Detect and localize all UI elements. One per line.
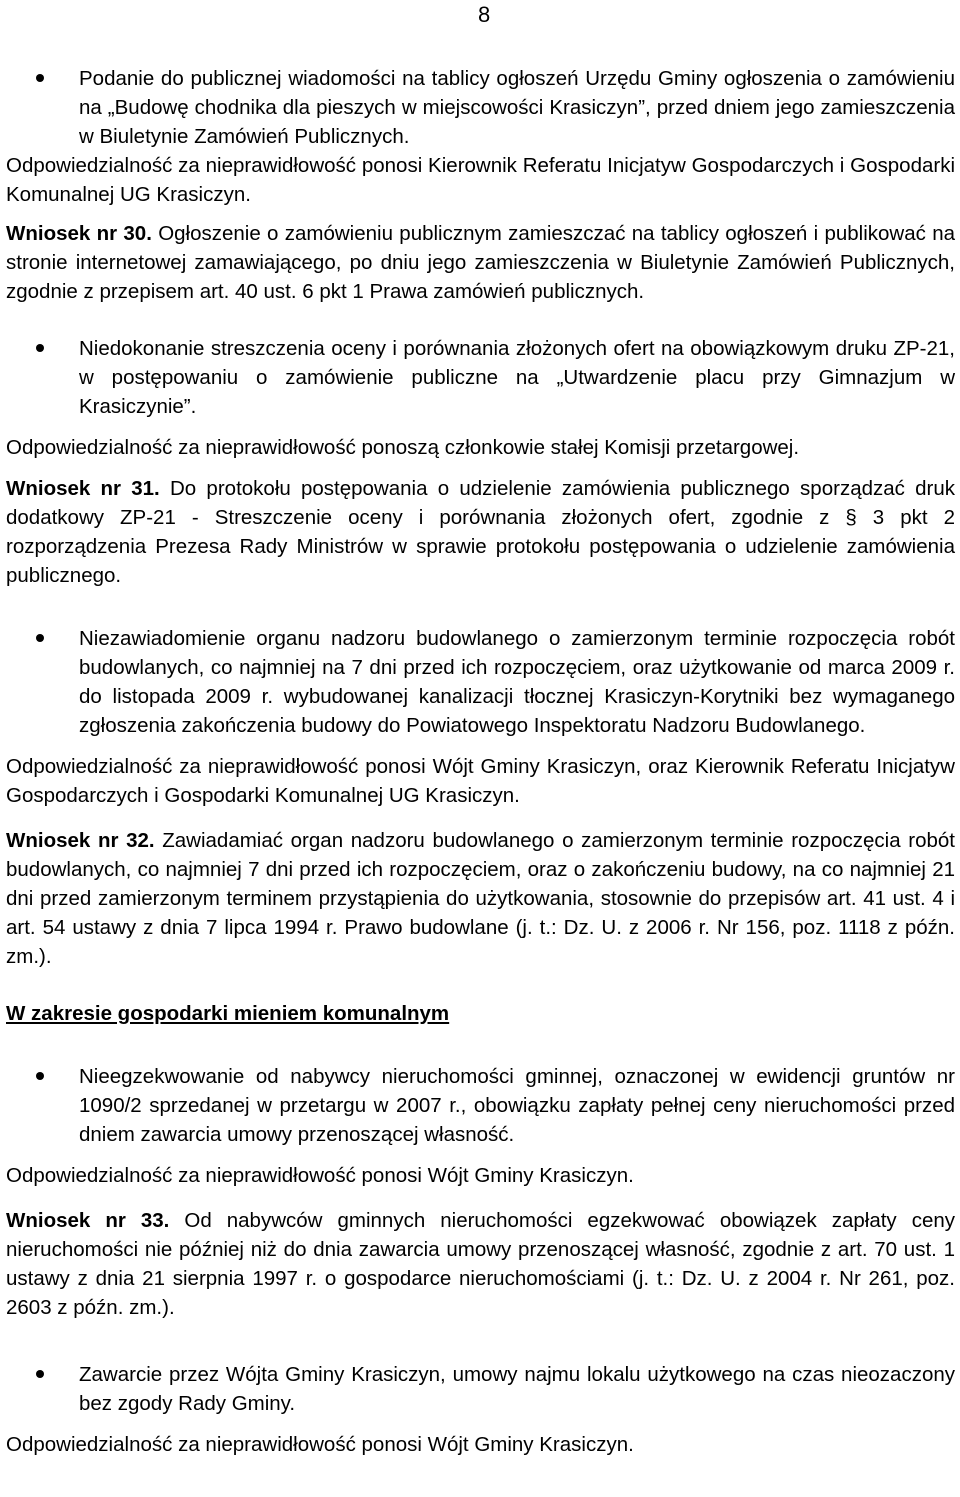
finding-item <box>6 334 955 421</box>
finding-text: Nieegzekwowanie od nabywcy nieruchomości gminnej, oznaczonej w ewidencji gruntów nr 1090/2 sprzedanej w przetargu w 2007 r., obowiązku zapłaty pełnej ceny nieruchomości przed dniem zawarcia umowy przenoszącej własność. <box>79 1065 955 1146</box>
finding-text: Niezawiadomienie organu nadzoru budowlanego o zamierzonym terminie rozpoczęcia robót budowlanych, co najmniej na 7 dni przed ich rozpoczęciem, oraz użytkowanie od marca 2009 r. do listopada 2009 r. wybudowanej kanalizacji tłocznej Krasiczyn-Korytniki bez wymaganego zgłoszenia zakończenia budowy do Powiatowego Inspektoratu Nadzoru Budowlanego. <box>79 627 955 737</box>
document-body <box>6 64 955 1459</box>
responsibility-text: Odpowiedzialność za nieprawidłowość ponosi Wójt Gminy Krasiczyn, oraz Kierownik Referatu Inicjatyw Gospodarczych i Gospodarki Komunalnej UG Krasiczyn. <box>6 755 955 807</box>
finding-text: Niedokonanie streszczenia oceny i porównania złożonych ofert na obowiązkowym druku ZP-21, w postępowaniu o zamówienie publiczne na „Utwardzenie placu przy Gimnazjum w Krasiczynie”. <box>79 337 955 418</box>
recommendation-label: Wniosek nr 31. <box>6 477 160 500</box>
responsibility-text: Odpowiedzialność za nieprawidłowość ponosi Wójt Gminy Krasiczyn. <box>6 1433 634 1456</box>
finding-item <box>6 1062 955 1149</box>
recommendation-text: Ogłoszenie o zamówieniu publicznym zamieszczać na tablicy ogłoszeń i publikować na stronie internetowej zamawiającego, po dniu jego zamieszczenia w Biuletynie Zamówień Publicznych, zgodnie z przepisem art. 40 ust. 6 pkt 1 Prawa zamówień publicznych. <box>6 222 955 303</box>
bullet-icon <box>36 344 44 352</box>
recommendation-text: Zawiadamiać organ nadzoru budowlanego o zamierzonym terminie rozpoczęcia robót budowlanych, co najmniej 7 dni przed ich rozpoczęciem, oraz o zakończeniu budowy, na co najmniej 21 dni przed zamierzonym terminem przystąpienia do użytkowania, stosownie do przepisów art. 41 ust. 4 i art. 54 ustawy z dnia 7 lipca 1994 r. Prawo budowlane (j. t.: Dz. U. z 2006 r. Nr 156, poz. 1118 z późn. zm.). <box>6 829 955 968</box>
finding-text: Podanie do publicznej wiadomości na tablicy ogłoszeń Urzędu Gminy ogłoszenia o zamówieniu na „Budowę chodnika dla pieszych w miejscowości Krasiczyn”, przed dniem jego zamieszczenia w Biuletynie Zamówień Publicznych. <box>79 67 955 148</box>
bullet-icon <box>36 1370 44 1378</box>
finding-item <box>6 624 955 740</box>
finding-item <box>6 1360 955 1418</box>
recommendation-text: Do protokołu postępowania o udzielenie zamówienia publicznego sporządzać druk dodatkowy ZP-21 - Streszczenie oceny i porównania złożonych ofert, zgodnie z § 3 pkt 2 rozporządzenia Prezesa Rady Ministrów w sprawie protokołu postępowania o udzielenie zamówienia publicznego. <box>6 477 956 587</box>
bullet-icon <box>36 74 44 82</box>
recommendation-label: Wniosek nr 32. <box>6 829 155 852</box>
finding-item <box>6 64 955 151</box>
recommendation-label: Wniosek nr 33. <box>6 1209 170 1232</box>
bullet-icon <box>36 634 44 642</box>
recommendation <box>6 826 955 971</box>
recommendation <box>6 219 955 306</box>
page-number: 8 <box>478 2 491 27</box>
responsibility-text: Odpowiedzialność za nieprawidłowość ponosi Wójt Gminy Krasiczyn. <box>6 1164 634 1187</box>
recommendation <box>6 474 955 590</box>
responsibility-text: Odpowiedzialność za nieprawidłowość ponoszą członkowie stałej Komisji przetargowej. <box>6 436 800 459</box>
recommendation <box>6 1206 955 1322</box>
finding-text: Zawarcie przez Wójta Gminy Krasiczyn, umowy najmu lokalu użytkowego na czas nieozaczony bez zgody Rady Gminy. <box>79 1363 955 1415</box>
recommendation-text: Od nabywców gminnych nieruchomości egzekwować obowiązek zapłaty ceny nieruchomości nie później niż do dnia zawarcia umowy przenoszącej własność, zgodnie z art. 70 ust. 1 ustawy z dnia 21 sierpnia 1997 r. o gospodarce nieruchomościami (j. t.: Dz. U. z 2004 r. Nr 261, poz. 2603 z późn. zm.). <box>6 1209 955 1319</box>
recommendation-label: Wniosek nr 30. <box>6 222 152 245</box>
bullet-icon <box>36 1072 44 1080</box>
section-heading: W zakresie gospodarki mieniem komunalnym <box>6 1002 450 1025</box>
responsibility-text: Odpowiedzialność za nieprawidłowość ponosi Kierownik Referatu Inicjatyw Gospodarczych i Gospodarki Komunalnej UG Krasiczyn. <box>6 154 955 206</box>
